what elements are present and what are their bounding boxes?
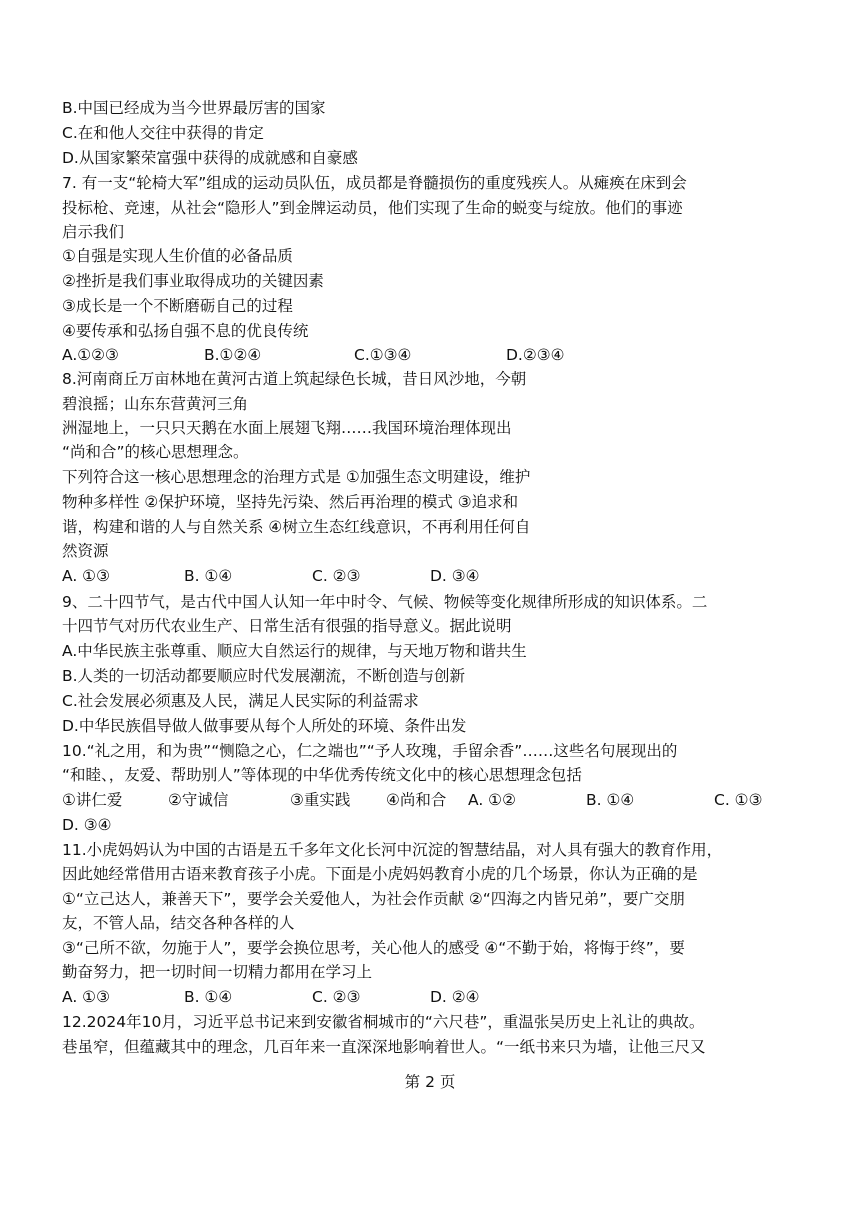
choice-b: B. ①④ bbox=[184, 567, 233, 585]
choice-b: B. ①④ bbox=[184, 988, 233, 1006]
statement-line: 友，不管人品，结交各种各样的人 bbox=[62, 914, 295, 932]
question-8-text: 物种多样性 ②保护环境，坚持先污染、然后再治理的模式 ③追求和 bbox=[62, 493, 519, 511]
choice-a: A. ①② bbox=[468, 791, 516, 809]
question-10-text: “和睦、，友爱、帮助别人”等体现的中华优秀传统文化中的核心思想理念包括 bbox=[62, 766, 582, 784]
question-8-text: 下列符合这一核心思想理念的治理方式是 ①加强生态文明建设，维护 bbox=[62, 468, 531, 486]
choice-d: D. ③④ bbox=[430, 567, 480, 585]
statement: ①讲仁爱 bbox=[62, 791, 123, 809]
choice-c: C. ②③ bbox=[312, 988, 361, 1006]
question-12-text: 12.2024年10月，习近平总书记来到安徽省桐城市的“六尺巷”，重温张吴历史上礼让的典故。 bbox=[62, 1013, 705, 1031]
choice-a: A. ①③ bbox=[62, 567, 110, 585]
question-8-text: “尚和合”的核心思想理念。 bbox=[62, 443, 249, 461]
question-8-options bbox=[62, 566, 480, 586]
option-line: C.社会发展必须惠及人民，满足人民实际的利益需求 bbox=[62, 692, 419, 710]
option-line: A.中华民族主张尊重、顺应大自然运行的规律，与天地万物和谐共生 bbox=[62, 642, 527, 660]
statement: ④尚和合 bbox=[386, 791, 447, 809]
option-line: D.从国家繁荣富强中获得的成就感和自豪感 bbox=[62, 149, 358, 167]
question-10-options bbox=[62, 790, 762, 810]
choice-b: B. ①④ bbox=[586, 791, 635, 809]
choice-d: D. ③④ bbox=[62, 816, 112, 834]
statement-line: ①自强是实现人生价值的必备品质 bbox=[62, 247, 293, 265]
question-10-text: 10.“礼之用，和为贵”“恻隐之心，仁之端也”“予人玫瑰，手留余香”……这些名句展现出的 bbox=[62, 742, 678, 760]
question-9-text: 9、二十四节气，是古代中国人认知一年中时令、气候、物候等变化规律所形成的知识体系。二 bbox=[62, 593, 708, 611]
question-7-text: 投标枪、竞速，从社会“隐形人”到金牌运动员，他们实现了生命的蜕变与绽放。他们的事迹 bbox=[62, 199, 683, 217]
statement-line: ②挫折是我们事业取得成功的关键因素 bbox=[62, 272, 324, 290]
question-8-text: 洲湿地上，一只只天鹅在水面上展翅飞翔……我国环境治理体现出 bbox=[62, 419, 512, 437]
page-number: 第 2 页 bbox=[404, 1073, 456, 1091]
choice-b: B.①②④ bbox=[204, 346, 262, 364]
statement-line: ①“立己达人，兼善天下”，要学会关爱他人，为社会作贡献 ②“四海之内皆兄弟”，要广交朋 bbox=[62, 890, 685, 908]
choice-c: C.①③④ bbox=[354, 346, 412, 364]
statement: ②守诚信 bbox=[168, 791, 229, 809]
question-8-text: 谐，构建和谐的人与自然关系 ④树立生态红线意识，不再利用任何自 bbox=[62, 518, 531, 536]
question-11-text: 11.小虎妈妈认为中国的古语是五千多年文化长河中沉淀的智慧结晶，对人具有强大的教育作用， bbox=[62, 841, 723, 859]
question-12-text: 巷虽窄，但蕴藏其中的理念，几百年来一直深深地影响着世人。“一纸书来只为墙，让他三尺又 bbox=[62, 1038, 706, 1056]
statement-line: ④要传承和弘扬自强不息的优良传统 bbox=[62, 322, 309, 340]
option-line: B.人类的一切活动都要顺应时代发展潮流，不断创造与创新 bbox=[62, 667, 466, 685]
statement-line: 勤奋努力，把一切时间一切精力都用在学习上 bbox=[62, 963, 373, 981]
statement: ③重实践 bbox=[290, 791, 351, 809]
option-line: C.在和他人交往中获得的肯定 bbox=[62, 124, 264, 142]
question-7-text: 7. 有一支“轮椅大军”组成的运动员队伍，成员都是脊髓损伤的重度残疾人。从瘫痪在床到会 bbox=[62, 174, 687, 192]
choice-a: A. ①③ bbox=[62, 988, 110, 1006]
option-line: B.中国已经成为当今世界最厉害的国家 bbox=[62, 99, 326, 117]
question-11-text: 因此她经常借用古语来教育孩子小虎。下面是小虎妈妈教育小虎的几个场景，你认为正确的是 bbox=[62, 865, 698, 883]
question-7-text: 启示我们 bbox=[62, 223, 125, 241]
question-7-options bbox=[62, 345, 565, 365]
statement-line: ③“己所不欲，勿施于人”，要学会换位思考，关心他人的感受 ④“不勤于始，将悔于终”，要 bbox=[62, 939, 685, 957]
choice-c: C. ②③ bbox=[312, 567, 361, 585]
option-line: D.中华民族倡导做人做事要从每个人所处的环境、条件出发 bbox=[62, 717, 467, 735]
statement-line: ③成长是一个不断磨砺自己的过程 bbox=[62, 297, 293, 315]
question-11-options bbox=[62, 987, 480, 1007]
question-8-text: 碧浪摇；山东东营黄河三角 bbox=[62, 395, 249, 413]
question-8-text: 8.河南商丘万亩林地在黄河古道上筑起绿色长城，昔日风沙地，今朝 bbox=[62, 370, 527, 388]
choice-d: D. ②④ bbox=[430, 988, 480, 1006]
choice-a: A.①②③ bbox=[62, 346, 119, 364]
question-9-text: 十四节气对历代农业生产、日常生活有很强的指导意义。据此说明 bbox=[62, 617, 512, 635]
choice-c: C. ①③ bbox=[714, 791, 763, 809]
question-8-text: 然资源 bbox=[62, 542, 109, 560]
choice-d: D.②③④ bbox=[506, 346, 565, 364]
